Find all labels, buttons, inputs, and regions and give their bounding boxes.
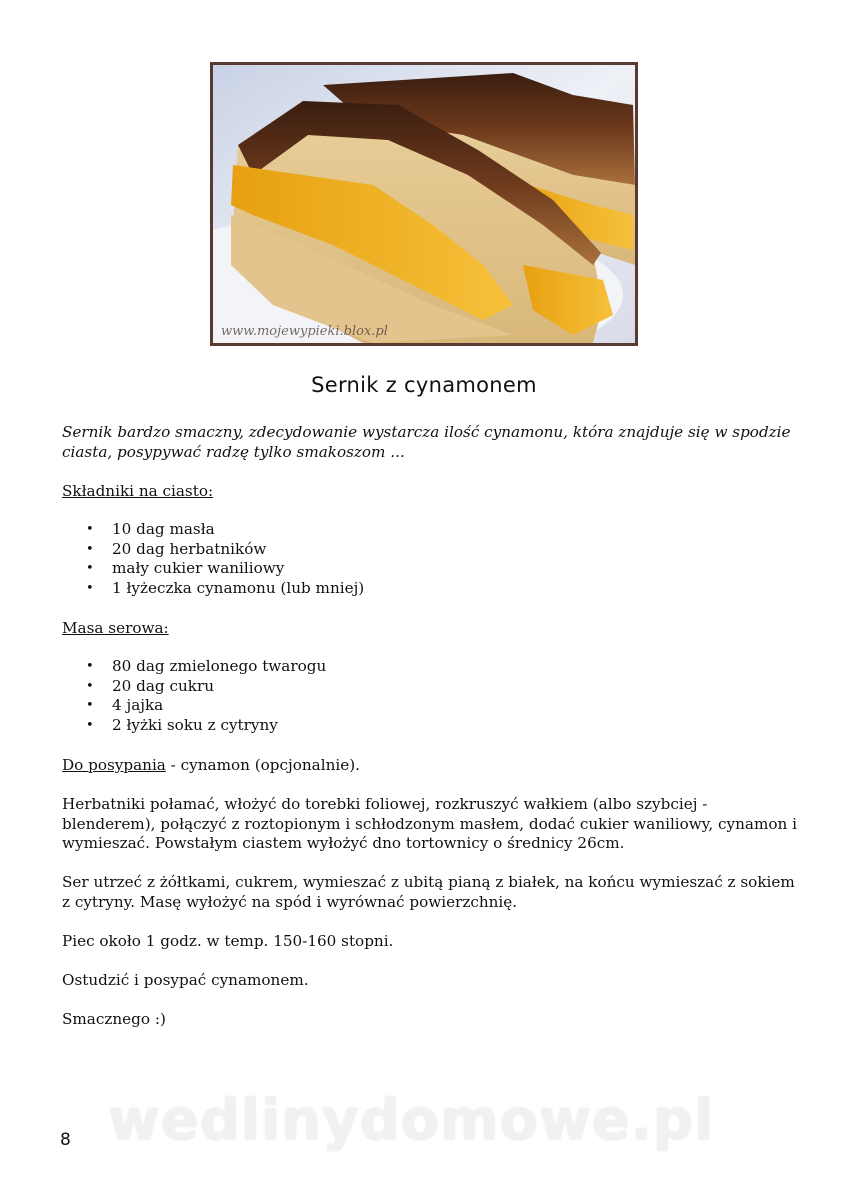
footer-watermark: wedlinydomowe.pl [108,1088,715,1153]
cheese-heading: Masa serowa: [62,619,169,637]
cheesecake-image [213,65,635,343]
list-item: • 80 dag zmielonego twarogu [112,657,326,677]
topping-line [62,756,802,776]
step-paragraph: Piec około 1 godz. w temp. 150-160 stopni. [62,932,394,950]
topping-text: - cynamon (opcjonalnie). [165,756,360,774]
closing-line: Smacznego :) [62,1010,166,1028]
step-paragraph: Herbatniki połamać, włożyć do torebki foliowej, rozkruszyć wałkiem (albo szybciej - blenderem), połączyć z roztopionym i schłodzonym masłem, dodać cukier waniliowy, cynamon i wymieszać. Powstałym ciastem wyłożyć dno tortownicy o średnicy 26cm. [62,795,797,852]
photo-watermark: www.mojewypieki.blox.pl [221,324,388,339]
list-item: • 2 łyżki soku z cytryny [112,716,326,736]
dough-ingredient-list [62,520,364,598]
list-item: • 20 dag herbatników [112,540,364,560]
list-item: • 10 dag masła [112,520,364,540]
list-item: • 20 dag cukru [112,677,326,697]
dough-heading: Składniki na ciasto: [62,482,214,500]
recipe-title: Sernik z cynamonem [311,373,537,397]
list-item: • 1 łyżeczka cynamonu (lub mniej) [112,579,364,599]
cheese-ingredient-list [62,657,326,735]
page-number: 8 [60,1130,71,1150]
list-item: • mały cukier waniliowy [112,559,364,579]
recipe-photo [210,62,638,346]
topping-label: Do posypania [62,756,166,774]
intro-paragraph: Sernik bardzo smaczny, zdecydowanie wystarcza ilość cynamonu, która znajduje się w spodzie ciasta, posypywać radzę tylko smakoszom ... [62,423,791,461]
step-paragraph: Ser utrzeć z żółtkami, cukrem, wymieszać z ubitą pianą z białek, na końcu wymieszać z sokiem z cytryny. Masę wyłożyć na spód i wyrównać powierzchnię. [62,873,795,911]
step-paragraph: Ostudzić i posypać cynamonem. [62,971,309,989]
list-item: • 4 jajka [112,696,326,716]
